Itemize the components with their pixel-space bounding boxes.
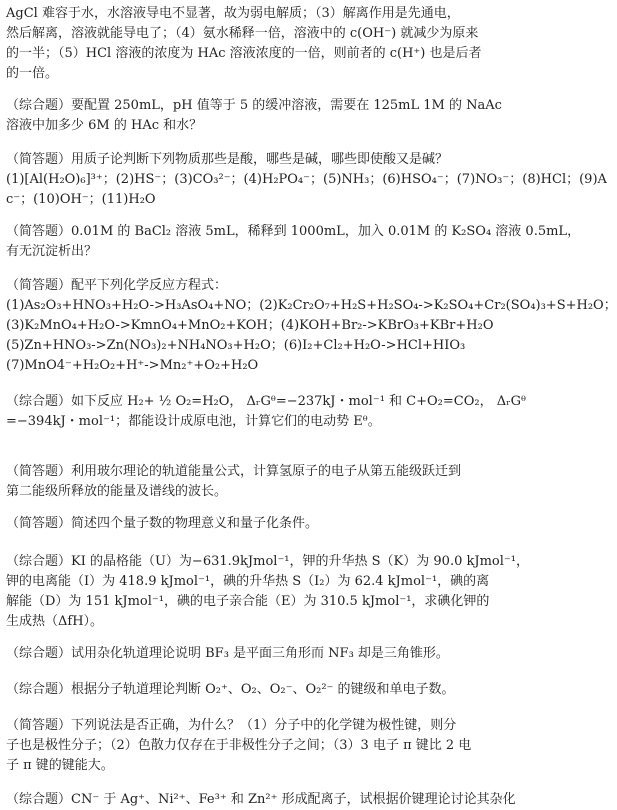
text-line: (7)MnO4⁻+H₂O₂+H⁺->Mn₂⁺+O₂+H₂O (6, 358, 259, 373)
text-line: (3)K₂MnO₄+H₂O->KmnO₄+MnO₂+KOH；(4)KOH+Br₂->KBrO₃+KBr+H₂O (6, 318, 494, 333)
question-lattice-energy (6, 552, 529, 632)
text-line: 然后解离，溶液就能导电了；（4）氨水稀释一倍，溶液中的 c(OH⁻) 就减少为原来 (6, 26, 479, 41)
question-quantum-numbers (6, 514, 506, 534)
text-line: (1)[Al(H₂O)₆]³⁺；(2)HS⁻；(3)CO₃²⁻；(4)H₂PO₄⁻；(5)NH₃；(6)HSO₄⁻；(7)NO₃⁻；(8)HCl；(9)A (6, 172, 607, 187)
question-proton-theory (6, 150, 607, 210)
text-line: 解能（D）为 151 kJmol⁻¹，碘的电子亲合能（E）为 310.5 kJmol⁻¹，求碘化钾的 (6, 594, 490, 609)
text-line: 的一倍。 (6, 66, 59, 81)
question-galvanic-cell (6, 392, 527, 432)
question-molecular-orbital (6, 680, 506, 700)
text-line: AgCl 难容于水，水溶液导电不显著，故为弱电解质；（3）解离作用是先通电， (6, 6, 460, 21)
text-line: 第二能级所释放的能量及谱线的波长。 (6, 484, 228, 499)
text-line: （综合题）CN⁻ 于 Ag⁺、Ni²⁺、Fe³⁺ 和 Zn²⁺ 形成配离子，试根据价键理论讨论其杂化 (6, 792, 516, 807)
text-line: (1)As₂O₃+HNO₃+H₂O->H₃AsO₄+NO；(2)K₂Cr₂O₇+H₂S+H₂SO₄->K₂SO₄+Cr₂(SO₄)₃+S+H₂O； (6, 298, 617, 313)
question-complex-ions (6, 790, 516, 810)
text-line: c⁻；(10)OH⁻；(11)H₂O (6, 192, 156, 207)
text-line: 钾的电离能（I）为 418.9 kJmol⁻¹，碘的升华热 S（I₂）为 62.4 kJmol⁻¹，碘的离 (6, 574, 490, 589)
text-line: 的一半；（5）HCl 溶液的浓度为 HAc 溶液浓度的一倍，则前者的 c(H⁺) 也是后者 (6, 46, 482, 61)
text-line: =−394kJ・mol⁻¹；都能设计成原电池，计算它们的电动势 Eᶿ。 (6, 414, 381, 429)
question-bohr-theory (6, 462, 506, 502)
paragraph-1 (6, 4, 506, 84)
question-polarity (6, 716, 506, 776)
text-line: 子也是极性分子；（2）色散力仅存在于非极性分子之间；（3）3 电子 π 键比 2 电 (6, 738, 472, 753)
text-line: (5)Zn+HNO₃->Zn(NO₃)₂+NH₄NO₃+H₂O；(6)I₂+Cl₂+H₂O->HCl+HIO₃ (6, 338, 466, 353)
question-precipitate (6, 222, 581, 262)
question-buffer-solution (6, 96, 506, 136)
question-hybrid-orbital (6, 644, 506, 664)
text-line: 有无沉淀析出？ (6, 244, 98, 259)
text-line: 生成热（ΔfH）。 (6, 614, 104, 629)
text-line: （简答题）下列说法是否正确，为什么？（1）分子中的化学键为极性键，则分 (6, 718, 457, 733)
text-line: （简答题）用质子论判断下列物质那些是酸，哪些是碱，哪些即使酸又是碱？ (6, 152, 449, 167)
text-line: （综合题）试用杂化轨道理论说明 BF₃ 是平面三角形而 NF₃ 却是三角锥形。 (6, 646, 449, 661)
text-line: （简答题）简述四个量子数的物理意义和量子化条件。 (6, 516, 319, 531)
text-line: （简答题）0.01M 的 BaCl₂ 溶液 5mL，稀释到 1000mL，加入 0.01M 的 K₂SO₄ 溶液 0.5mL， (6, 224, 581, 239)
text-line: （综合题）根据分子轨道理论判断 O₂⁺、O₂、O₂⁻、O₂²⁻ 的键级和单电子数。 (6, 682, 455, 697)
text-line: （简答题）配平下列化学反应方程式： (6, 278, 228, 293)
text-line: 子 π 键的键能大。 (6, 758, 114, 773)
text-line: （综合题）KI 的晶格能（U）为−631.9kJmol⁻¹，钾的升华热 S（K）为 90.0 kJmol⁻¹， (6, 554, 529, 569)
text-line: （综合题）要配置 250mL，pH 值等于 5 的缓冲溶液，需要在 125mL 1M 的 NaAc (6, 98, 502, 113)
text-line: 溶液中加多少 6M 的 HAc 和水？ (6, 118, 203, 133)
text-line: （综合题）如下反应 H₂+ ½ O₂=H₂O， ΔᵣGᶿ=−237kJ・mol⁻¹ 和 C+O₂=CO₂， ΔᵣGᶿ (6, 394, 527, 409)
text-line: （简答题）利用玻尔理论的轨道能量公式，计算氢原子的电子从第五能级跃迁到 (6, 464, 462, 479)
question-balance-equations (6, 276, 617, 376)
